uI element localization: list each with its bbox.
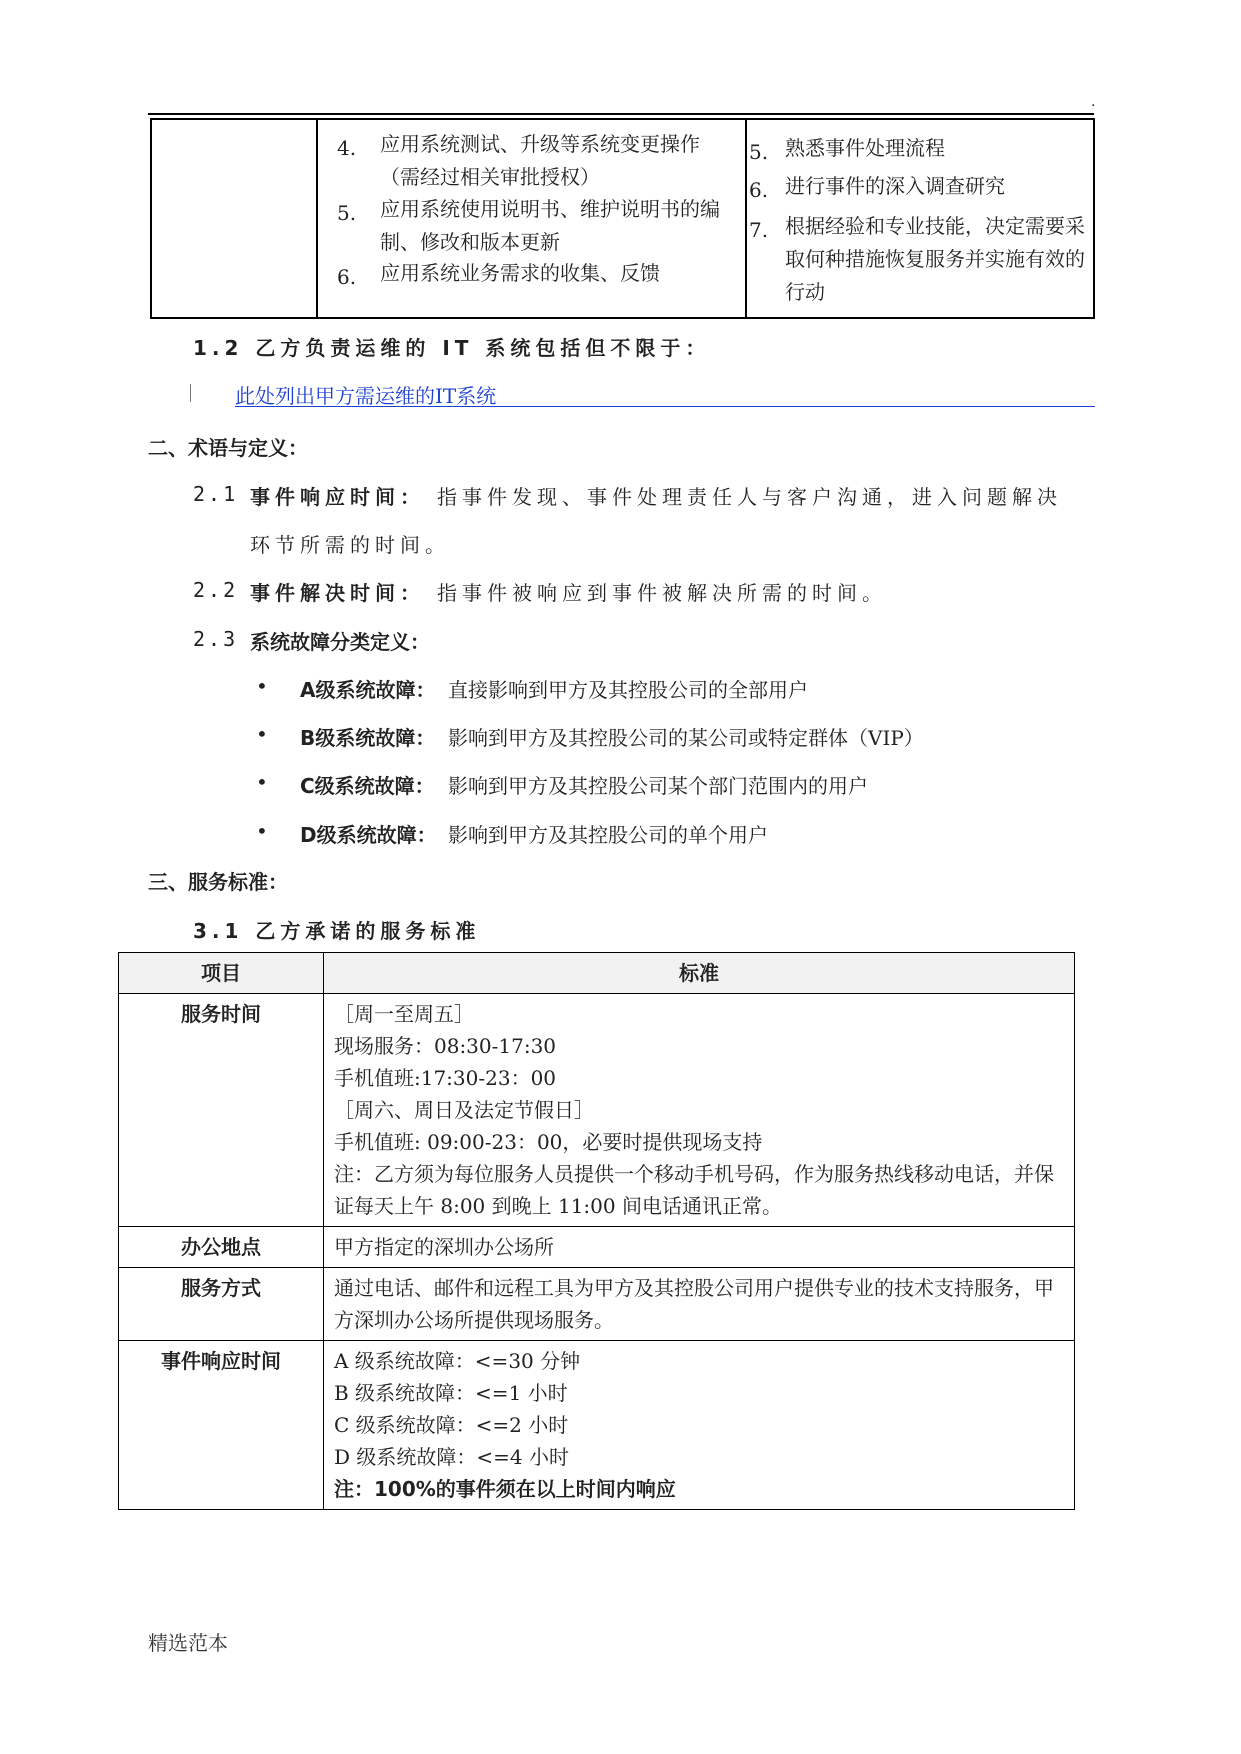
line: ［周六、周日及法定节假日］ bbox=[334, 1098, 594, 1122]
list-item: 应用系统使用说明书、维护说明书的编制、修改和版本更新 bbox=[380, 197, 720, 254]
term-label: 事件响应时间： bbox=[250, 485, 425, 509]
line: 手机值班:17:30-23：00 bbox=[334, 1066, 557, 1090]
line: D 级系统故障：<=4 小时 bbox=[334, 1445, 569, 1469]
fault-level-text: 影响到甲方及其控股公司某个部门范围内的用户 bbox=[448, 774, 868, 798]
list-number: 4. bbox=[337, 136, 357, 160]
bullet-icon: • bbox=[256, 770, 268, 794]
line: 手机值班: 09:00-23：00，必要时提供现场支持 bbox=[334, 1130, 763, 1154]
row-content bbox=[324, 994, 1075, 1227]
item-number: 2.2 bbox=[193, 578, 239, 602]
table-header-row bbox=[119, 953, 1075, 994]
line: B 级系统故障：<=1 小时 bbox=[334, 1381, 568, 1405]
list-number: 5. bbox=[749, 140, 769, 164]
table-row bbox=[119, 994, 1075, 1227]
term-label: 系统故障分类定义： bbox=[250, 630, 430, 654]
term-label: 事件解决时间： bbox=[250, 581, 425, 605]
line: ［周一至周五］ bbox=[334, 1002, 474, 1026]
list-item: 根据经验和专业技能，决定需要采取何种措施恢复服务并实施有效的行动 bbox=[785, 214, 1085, 304]
fault-level-label: B级系统故障： bbox=[300, 726, 436, 750]
section-2-heading: 二、术语与定义： bbox=[148, 436, 308, 460]
fault-level-label: C级系统故障： bbox=[300, 774, 435, 798]
corner-mark: . bbox=[1091, 94, 1096, 110]
column-header-item: 项目 bbox=[119, 953, 324, 994]
table-empty-cell bbox=[152, 120, 318, 317]
bookmark-marker bbox=[190, 384, 191, 402]
term-definition: 指事件被响应到事件被解决所需的时间。 bbox=[437, 581, 887, 605]
item-number: 2.1 bbox=[193, 482, 239, 506]
term-definition-continued: 环节所需的时间。 bbox=[250, 533, 450, 557]
term-definition: 指事件发现、事件处理责任人与客户沟通，进入问题解决 bbox=[437, 485, 1062, 509]
list-number: 6. bbox=[337, 265, 357, 289]
section-3-1-heading: 3.1 乙方承诺的服务标准 bbox=[193, 919, 481, 943]
system-list-link[interactable]: 此处列出甲方需运维的IT系统 bbox=[235, 384, 497, 408]
row-label: 办公地点 bbox=[119, 1227, 324, 1268]
list-item: 应用系统业务需求的收集、反馈 bbox=[380, 261, 660, 285]
list-item: 应用系统测试、升级等系统变更操作（需经过相关审批授权） bbox=[380, 132, 700, 189]
row-label: 事件响应时间 bbox=[119, 1341, 324, 1510]
list-number: 7. bbox=[749, 218, 769, 242]
fault-level-text: 影响到甲方及其控股公司的某公司或特定群体（VIP） bbox=[448, 726, 924, 750]
list-number: 5. bbox=[337, 201, 357, 225]
fault-level-text: 影响到甲方及其控股公司的单个用户 bbox=[448, 823, 768, 847]
row-content bbox=[324, 1227, 1075, 1268]
line: 注：乙方须为每位服务人员提供一个移动手机号码，作为服务热线移动电话，并保证每天上午 8:00 到晚上 11:00 间电话通讯正常。 bbox=[334, 1162, 1054, 1218]
response-note: 注：100%的事件须在以上时间内响应 bbox=[334, 1477, 676, 1501]
header-rule bbox=[148, 113, 1094, 115]
item-number: 2.3 bbox=[193, 627, 239, 651]
fault-level-label: A级系统故障： bbox=[300, 678, 436, 702]
row-content bbox=[324, 1341, 1075, 1510]
table-right-cell bbox=[745, 120, 1097, 317]
list-item: 熟悉事件处理流程 bbox=[785, 136, 945, 160]
row-label: 服务时间 bbox=[119, 994, 324, 1227]
section-1-2-heading: 1.2 乙方负责运维的 IT 系统包括但不限于： bbox=[193, 336, 711, 360]
bullet-icon: • bbox=[256, 674, 268, 698]
list-number: 6. bbox=[749, 178, 769, 202]
fault-level-text: 直接影响到甲方及其控股公司的全部用户 bbox=[448, 678, 808, 702]
line: C 级系统故障：<=2 小时 bbox=[334, 1413, 569, 1437]
line: 现场服务：08:30-17:30 bbox=[334, 1034, 557, 1058]
service-standard-table bbox=[118, 952, 1075, 1510]
list-item: 进行事件的深入调查研究 bbox=[785, 174, 1005, 198]
line: 甲方指定的深圳办公场所 bbox=[334, 1235, 554, 1259]
table-row bbox=[119, 1341, 1075, 1510]
column-header-standard: 标准 bbox=[324, 953, 1075, 994]
responsibility-table bbox=[150, 118, 1095, 319]
fault-level-label: D级系统故障： bbox=[300, 823, 437, 847]
footer-text: 精选范本 bbox=[148, 1631, 228, 1655]
row-content bbox=[324, 1268, 1075, 1341]
row-label: 服务方式 bbox=[119, 1268, 324, 1341]
bullet-icon: • bbox=[256, 819, 268, 843]
table-row bbox=[119, 1227, 1075, 1268]
section-3-heading: 三、服务标准： bbox=[148, 870, 288, 894]
line: A 级系统故障：<=30 分钟 bbox=[334, 1349, 581, 1373]
line: 通过电话、邮件和远程工具为甲方及其控股公司用户提供专业的技术支持服务，甲方深圳办公场所提供现场服务。 bbox=[334, 1276, 1054, 1332]
bullet-icon: • bbox=[256, 722, 268, 746]
table-row bbox=[119, 1268, 1075, 1341]
